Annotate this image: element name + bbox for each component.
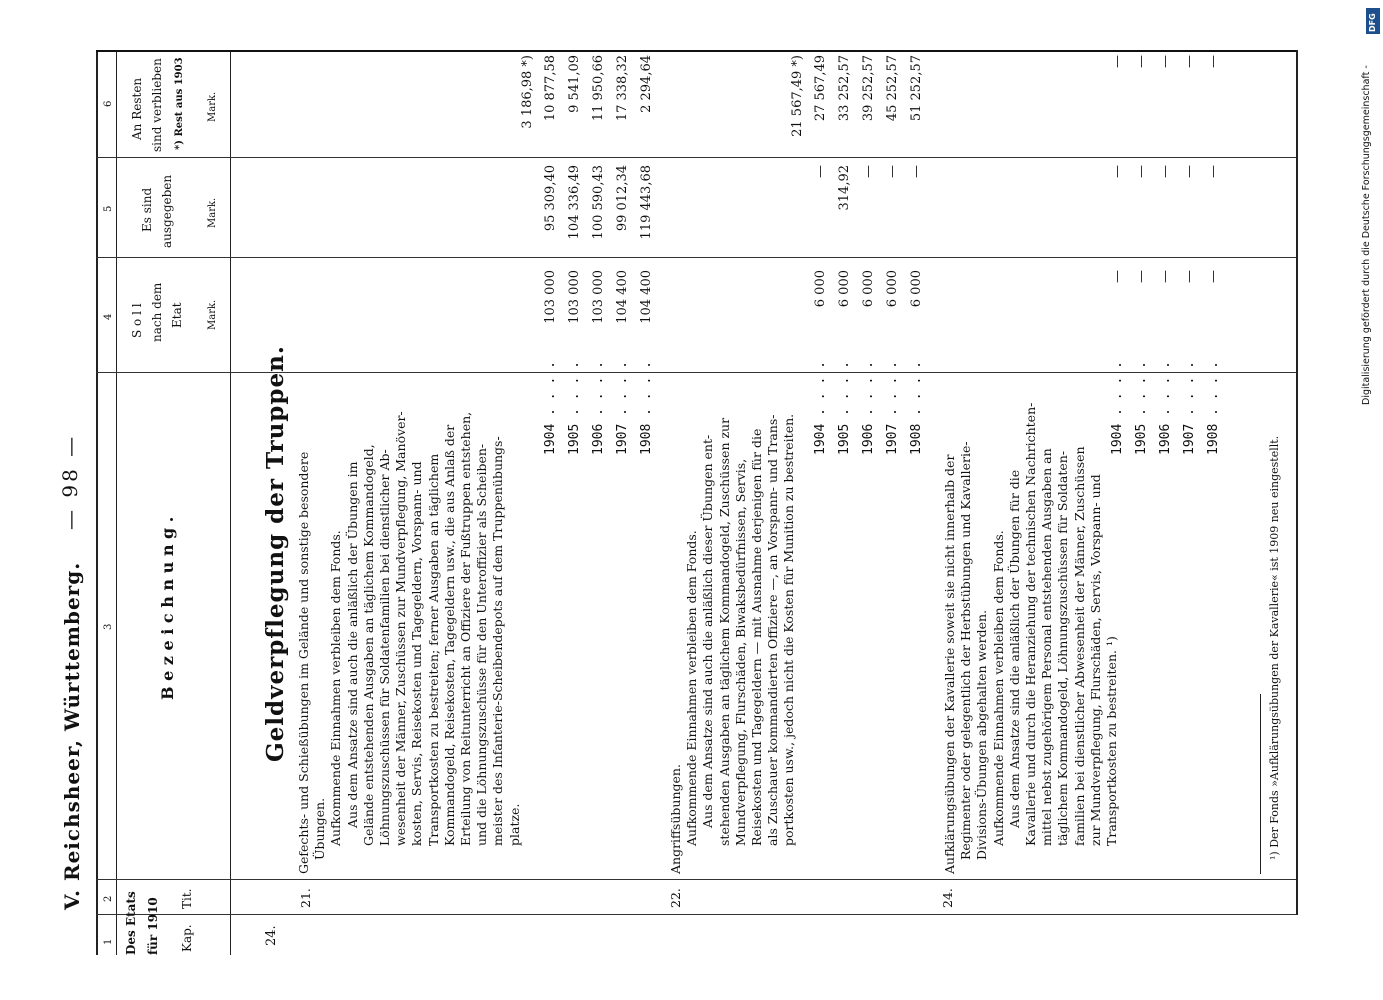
table-top-rule (96, 50, 98, 955)
row-reste: 2 294,64 (639, 55, 654, 113)
row-year: 1904 . . . . (813, 361, 828, 455)
row-soll: 6 000 (813, 270, 828, 308)
row-reste: — (1110, 55, 1125, 68)
tit-21-rest-1903: 3 186,98 *) (520, 55, 535, 129)
tit-22-line: Reisekosten und Tagegeldern — mit Ausnahme derjenigen für die (749, 428, 765, 846)
footnote-rule (1260, 694, 1261, 874)
tit-21-number: 21. (298, 888, 313, 908)
tit-22-text (668, 414, 798, 874)
section-title: Geldverpflegung der Truppen. (262, 345, 289, 762)
row-year: 1908 . . . . (909, 361, 924, 455)
header-ausg-line1: Es sind (140, 187, 154, 232)
row-soll: — (1182, 270, 1197, 283)
tit-21-line: Gefechts- und Schießübungen im Gelände und sonstige besondere (296, 451, 311, 874)
row-ausgegeben: 119 443,68 (639, 165, 654, 240)
footnote: ¹) Der Fonds »Aufklärungsübungen der Kavallerie« ist 1909 neu eingestellt. (1268, 435, 1281, 860)
header-resten-unit: Mark. (207, 91, 218, 122)
row-ausgegeben: — (1206, 165, 1221, 178)
row-soll: 103 000 (567, 270, 582, 324)
row-year: 1904 . . . . (1110, 361, 1125, 455)
header-etat-line2: für 1910 (146, 897, 160, 955)
row-ausgegeben: 314,92 (837, 165, 852, 211)
row-soll: 103 000 (591, 270, 606, 324)
tit-24-number: 24. (940, 888, 955, 908)
page-number: — 98 — (58, 433, 82, 530)
tit-21-line: kosten, Servis, Reisekosten und Tagegeldern, Vorspann- und (409, 461, 425, 846)
side-credit-strip (1356, 15, 1376, 987)
row-ausgegeben: 104 336,49 (567, 165, 582, 240)
header-etat-line1: Des Etats (124, 891, 138, 955)
row-ausgegeben: 100 590,43 (591, 165, 606, 240)
dfg-logo (1366, 8, 1380, 34)
header-resten-note: *) Rest aus 1903 (174, 57, 185, 150)
table-bottom-rule (1296, 50, 1298, 915)
tit-21-line: Erteilung von Reitunterricht an Offiziere der Fußtruppen entstehen, (458, 411, 474, 846)
tit-21-line: Kommandogeld, Reisekosten, Tagegeldern usw., die aus Anlaß der (441, 424, 457, 846)
row-reste: 51 252,57 (909, 55, 924, 122)
tit-22-line: Mundverpflegung, Flurschäden, Biwaksbedürfnissen, Servis, (732, 458, 748, 846)
tit-22-line: Aus dem Ansatze sind auch die anläßlich dieser Übungen ent- (700, 434, 716, 828)
tit-22-line: Aufkommende Einnahmen verbleiben dem Fonds. (684, 530, 700, 846)
side-credit-text: Digitalisierung gefördert durch die Deutsche Forschungsgemeinschaft - (1361, 65, 1372, 405)
row-year: 1906 . . . . (591, 361, 606, 455)
tit-24-line: Divisions-Übungen abgehalten werden. (974, 609, 990, 860)
colnum-3: 3 (103, 623, 114, 630)
row-soll: — (1134, 270, 1149, 283)
row-ausgegeben: — (1134, 165, 1149, 178)
tit-21-line: Übungen. (312, 797, 328, 860)
tit-22-line: Angriffsübungen. (668, 764, 683, 874)
row-year: 1905 . . . . (567, 361, 582, 455)
col-divider-soll-ausg (96, 257, 1296, 258)
row-soll: 6 000 (909, 270, 924, 308)
col-divider-ausg-reste (96, 157, 1296, 158)
tit-21-line: und die Löhnungszuschüsse für den Unteroffizier als Scheiben- (474, 443, 490, 846)
tit-24-line: Aus dem Ansatze sind die anläßlich der Übungen für die (1006, 469, 1022, 828)
row-year: 1906 . . . . (861, 361, 876, 455)
tit-24-line: zur Mundverpflegung, Flurschäden, Servis, Vorspann- und (1087, 474, 1103, 846)
header-tit: Tit. (180, 888, 194, 909)
tit-21-line: Transportkosten zu bestreiten; ferner Ausgaben an täglichem (425, 453, 441, 846)
dfg-logo-text: DFG (1368, 13, 1377, 32)
colnum-6: 6 (103, 100, 114, 107)
row-reste: — (1206, 55, 1221, 68)
row-year: 1907 . . . . (885, 361, 900, 455)
row-year: 1906 . . . . (1158, 361, 1173, 455)
colnum-rule (116, 50, 117, 955)
col-divider-kap-tit (96, 914, 1296, 915)
tit-22-number: 22. (668, 888, 683, 908)
row-year: 1908 . . . . (1206, 361, 1221, 455)
row-reste: 17 338,32 (615, 55, 630, 122)
row-ausgegeben: — (1182, 165, 1197, 178)
header-resten-line2: sind verblieben (150, 58, 164, 152)
row-reste: 10 877,58 (543, 55, 558, 122)
row-soll: — (1110, 270, 1125, 283)
row-ausgegeben: — (813, 165, 828, 178)
row-ausgegeben: — (885, 165, 900, 178)
header-ausg-unit: Mark. (207, 197, 218, 228)
row-ausgegeben: 95 309,40 (543, 165, 558, 232)
tit-22-rest-1903: 21 567,49 *) (790, 55, 805, 137)
row-soll: 104 400 (615, 270, 630, 324)
tit-24-line: Kavallerie und durch die Heranziehung der technischen Nachrichten- (1023, 402, 1039, 846)
tit-22-line: stehenden Ausgaben an täglichem Kommandogeld, Zuschüssen zur (716, 417, 732, 846)
row-reste: 27 567,49 (813, 55, 828, 122)
row-reste: 39 252,57 (861, 55, 876, 122)
colnum-5: 5 (103, 205, 114, 212)
row-year: 1907 . . . . (1182, 361, 1197, 455)
row-ausgegeben: — (909, 165, 924, 178)
colnum-4: 4 (103, 313, 114, 320)
row-year: 1904 . . . . (543, 361, 558, 455)
header-soll-line3: Etat (170, 302, 184, 328)
header-soll-line2: nach dem (150, 282, 164, 342)
tit-24-line: Aufkommende Einnahmen verbleiben dem Fonds. (990, 530, 1006, 846)
row-reste: 45 252,57 (885, 55, 900, 122)
tit-24-line: täglichem Kommandogeld, Löhnungszuschüssen für Soldaten- (1055, 450, 1071, 846)
row-soll: 6 000 (837, 270, 852, 308)
row-ausgegeben: — (861, 165, 876, 178)
row-year: 1905 . . . . (837, 361, 852, 455)
header-soll-unit: Mark. (207, 299, 218, 330)
colnum-2: 2 (103, 895, 114, 902)
row-reste: — (1134, 55, 1149, 68)
row-ausgegeben: — (1110, 165, 1125, 178)
kapitel-number: 24. (264, 925, 279, 946)
row-reste: 9 541,09 (567, 55, 582, 113)
row-soll: 6 000 (885, 270, 900, 308)
header-resten-line1: An Resten (130, 77, 144, 140)
row-soll: — (1158, 270, 1173, 283)
row-soll: 103 000 (543, 270, 558, 324)
tit-24-line: Aufklärungsübungen der Kavallerie soweit sie nicht innerhalb der (942, 454, 957, 874)
tit-21-line: Löhnungszuschüssen für Soldatenfamilien bei dienstlicher Ab- (377, 449, 393, 846)
header-rule (230, 50, 231, 955)
running-title: V. Reichsheer, Württemberg. (60, 561, 84, 910)
row-year: 1905 . . . . (1134, 361, 1149, 455)
header-soll-line1: S o l l (130, 303, 144, 338)
tit-22-line: als Zuschauer kommandierten Offiziere —, an Vorspann- und Trans- (765, 414, 781, 846)
tit-21-line: platze. (506, 803, 522, 846)
row-reste: — (1158, 55, 1173, 68)
row-reste: 11 950,66 (591, 55, 606, 122)
header-kap: Kap. (180, 924, 194, 952)
header-bezeichnung: B e z e i c h n u n g . (158, 516, 177, 700)
tit-24-line: mittel nebst zugehörigem Personal entstehenden Ausgaben an (1039, 448, 1055, 846)
row-ausgegeben: 99 012,34 (615, 165, 630, 232)
header-ausg-line2: ausgegeben (160, 174, 174, 248)
row-ausgegeben: — (1158, 165, 1173, 178)
row-reste: — (1182, 55, 1197, 68)
tit-22-line: portkosten usw., jedoch nicht die Kosten für Munition zu bestreiten. (781, 413, 797, 846)
row-year: 1908 . . . . (639, 361, 654, 455)
row-soll: 6 000 (861, 270, 876, 308)
row-soll: — (1206, 270, 1221, 283)
tit-24-line: Regimenter oder gelegentlich der Herbstübungen und Kavallerie- (958, 441, 974, 860)
tit-21-line: Aus dem Ansatze sind auch die anläßlich der Übungen im (344, 461, 360, 828)
tit-21-line: Gelände entstehenden Ausgaben an täglichem Kommandogeld, (360, 444, 376, 846)
table-right-edge (96, 50, 1296, 52)
row-reste: 33 252,57 (837, 55, 852, 122)
colnum-1: 1 (103, 938, 114, 945)
tit-24-line: Transportkosten zu bestreiten. ¹) (1104, 636, 1120, 846)
tit-21-text (296, 411, 523, 874)
row-year: 1907 . . . . (615, 361, 630, 455)
col-divider-tit-text (96, 879, 1296, 880)
row-soll: 104 400 (639, 270, 654, 324)
tit-21-line: Aufkommende Einnahmen verbleiben dem Fonds. (328, 530, 344, 846)
tit-24-line: familien bei dienstlicher Abwesenheit der Männer, Zuschüssen (1071, 446, 1087, 846)
tit-24-text (942, 403, 1120, 874)
tit-21-line: wesenheit der Männer, Zuschüssen zur Mundverpflegung, Manöver- (393, 411, 409, 846)
tit-21-line: meister des Infanterie-Scheibendepots auf dem Truppenübungs- (490, 436, 506, 846)
